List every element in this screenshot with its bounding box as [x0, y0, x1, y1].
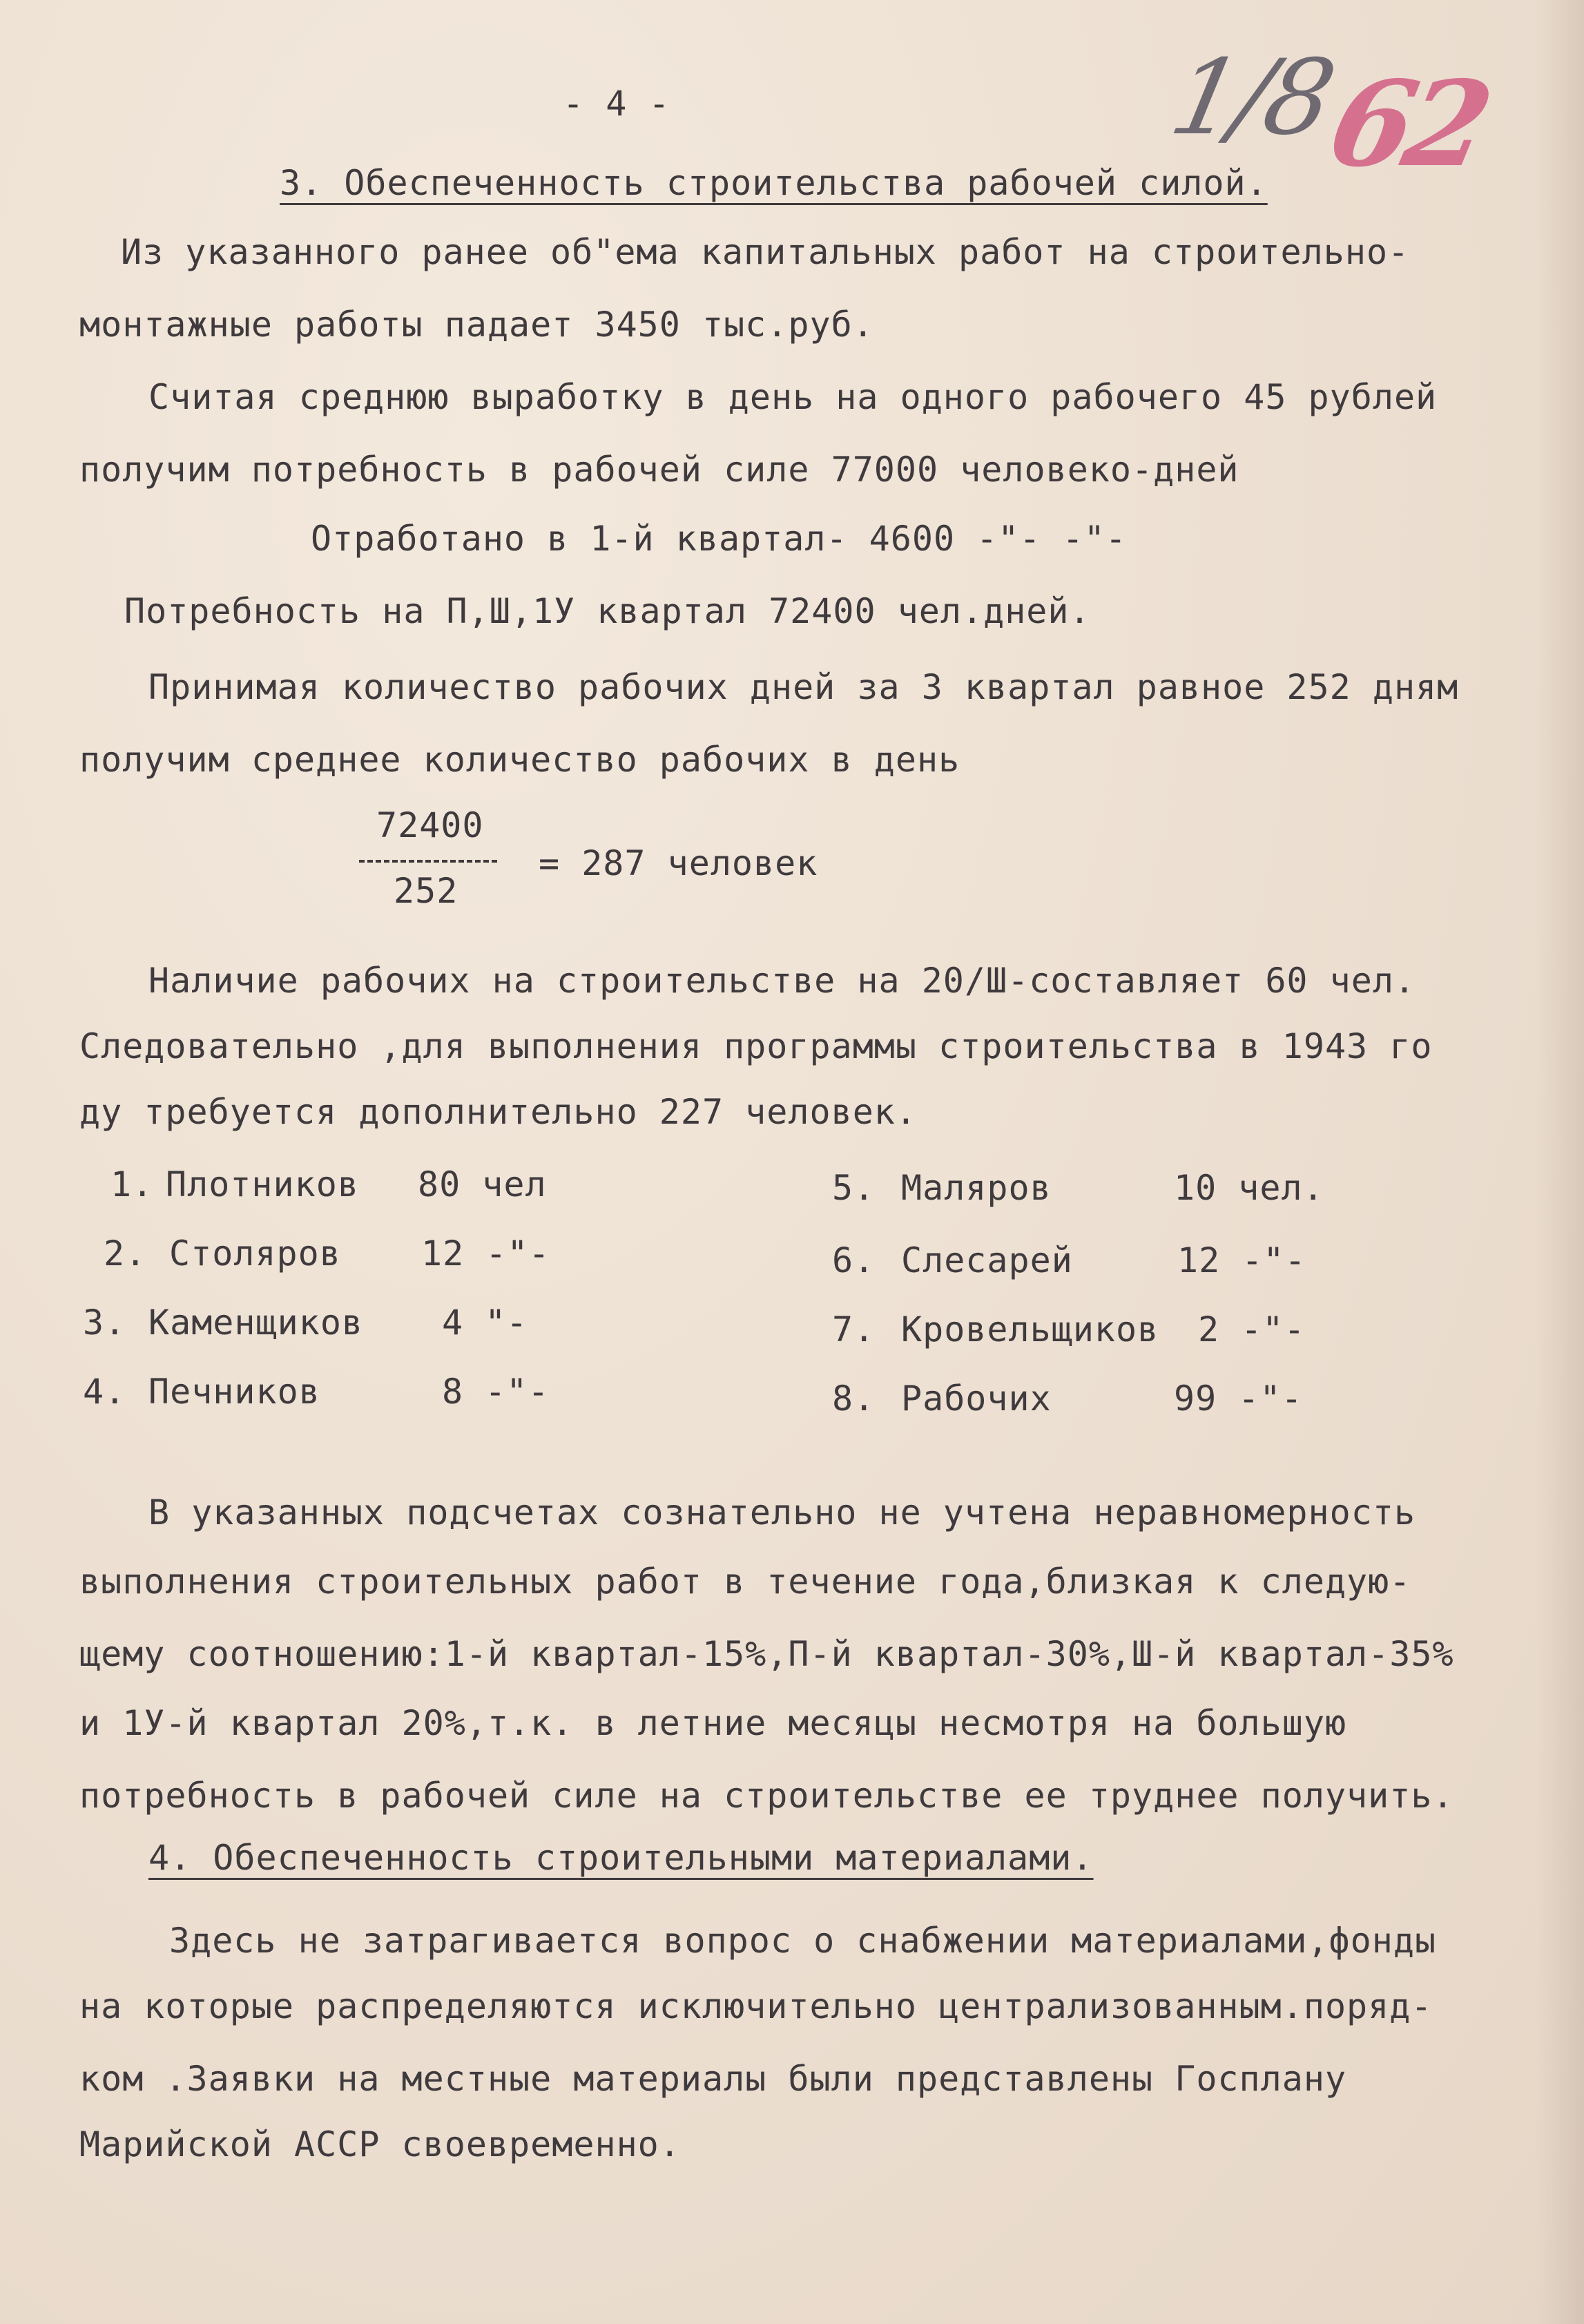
list-item-name: Маляров — [901, 1168, 1052, 1208]
paragraph-line: получим среднее количество рабочих в день — [79, 740, 960, 780]
paragraph-line: Здесь не затрагивается вопрос о снабжении материалами,фонды — [169, 1921, 1437, 1961]
list-item-number: 6. — [832, 1240, 876, 1280]
paragraph-line: Потребность на П,Ш,1У квартал 72400 чел.дней. — [124, 591, 1091, 631]
paragraph-line: ком .Заявки на местные материалы были представлены Госплану — [79, 2059, 1347, 2099]
paragraph-line: монтажные работы падает 3450 тыс.руб. — [79, 305, 874, 345]
list-item-name: Кровельщиков — [901, 1309, 1159, 1350]
list-item-name: Плотников — [166, 1164, 359, 1204]
handwritten-grey-mark: 1/8 — [1161, 38, 1341, 158]
section4-heading: 4. Обеспеченность строительными материалами. — [148, 1838, 1094, 1878]
list-item-number: 4. — [83, 1372, 126, 1412]
list-item-number: 5. — [832, 1168, 876, 1208]
page-edge-shadow — [1536, 0, 1584, 2324]
list-item-number: 3. — [83, 1303, 126, 1343]
paragraph-line: на которые распределяются исключительно централизованным.поряд- — [79, 1986, 1433, 2026]
fraction-numerator: 72400 — [376, 805, 484, 845]
section3-heading: 3. Обеспеченность строительства рабочей силой. — [280, 163, 1268, 203]
paragraph-line: ду требуется дополнительно 227 человек. — [79, 1092, 917, 1132]
paragraph-line: Отработано в 1-й квартал- 4600 -"- -"- — [311, 519, 1127, 559]
paragraph-line: выполнения строительных работ в течение года,близкая к следую- — [79, 1562, 1411, 1602]
paragraph-line: и 1У-й квартал 20%,т.к. в летние месяцы несмотря на большую — [79, 1703, 1347, 1743]
fraction-bar — [359, 860, 497, 863]
list-item-number: 1. — [110, 1164, 154, 1204]
list-item-count: 8 -"- — [442, 1372, 550, 1412]
list-item-count: 4 "- — [442, 1303, 528, 1343]
list-item-count: 10 чел. — [1174, 1168, 1324, 1208]
paragraph-line: Принимая количество рабочих дней за 3 квартал равное 252 дням — [148, 667, 1459, 707]
list-item-count: 12 -"- — [421, 1233, 550, 1274]
paragraph-line: щему соотношению:1-й квартал-15%,П-й квартал-30%,Ш-й квартал-35% — [79, 1634, 1454, 1674]
list-item-count: 99 -"- — [1174, 1379, 1303, 1419]
paragraph-line: Марийской АССР своевременно. — [79, 2124, 681, 2164]
list-item-name: Каменщиков — [148, 1303, 364, 1343]
list-item-count: 2 -"- — [1198, 1309, 1306, 1350]
list-item-name: Столяров — [169, 1233, 341, 1274]
list-item-name: Печников — [148, 1372, 320, 1412]
list-item-count: 80 чел — [418, 1164, 547, 1204]
paragraph-line: В указанных подсчетах сознательно не учтена неравномерность — [148, 1492, 1416, 1533]
paragraph-line: Наличие рабочих на строительстве на 20/Ш-составляет 60 чел. — [148, 961, 1416, 1001]
paragraph-line: Считая среднюю выработку в день на одного рабочего 45 рублей — [148, 377, 1438, 417]
paragraph-line: получим потребность в рабочей силе 77000 человеко-дней — [79, 450, 1239, 490]
handwritten-pink-page-number: 62 — [1317, 55, 1497, 193]
list-item-number: 8. — [832, 1379, 876, 1419]
fraction-denominator: 252 — [394, 871, 458, 911]
list-item-name: Слесарей — [901, 1240, 1073, 1280]
list-item-count: 12 -"- — [1177, 1240, 1306, 1280]
paragraph-line: Следовательно ,для выполнения программы строительства в 1943 го — [79, 1026, 1433, 1066]
list-item-name: Рабочих — [901, 1379, 1052, 1419]
page-number: - 4 - — [563, 84, 670, 124]
list-item-number: 2. — [104, 1233, 147, 1274]
list-item-number: 7. — [832, 1309, 876, 1350]
paragraph-line: потребность в рабочей силе на строительстве ее труднее получить. — [79, 1776, 1454, 1816]
paragraph-line: Из указанного ранее об"ема капитальных работ на строительно- — [121, 232, 1410, 272]
fraction-result: = 287 человек — [539, 843, 818, 883]
